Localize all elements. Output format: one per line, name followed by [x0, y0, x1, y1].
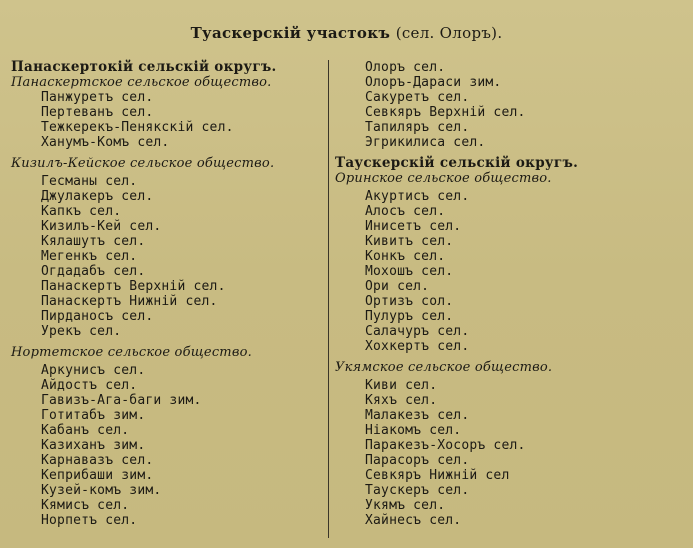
- society-heading: Панаскертское сельское общество.: [11, 75, 272, 90]
- village-entry: Олоръ-Дараси зим.: [365, 75, 502, 90]
- village-entry: Джулакеръ сел.: [41, 189, 154, 204]
- village-entry: Кивитъ сел.: [365, 234, 454, 249]
- column-divider: [328, 60, 329, 538]
- village-entry: Кизилъ-Кей сел.: [41, 219, 162, 234]
- village-entry: Паракезъ-Хосоръ сел.: [365, 438, 526, 453]
- right-column: [335, 60, 685, 528]
- village-entry: Ханумъ-Комъ сел.: [41, 135, 170, 150]
- village-entry: Панжуретъ сел.: [41, 90, 154, 105]
- society-heading: Кизилъ-Кейское сельское общество.: [11, 156, 275, 171]
- village-entry: Кеприбаши зим.: [41, 468, 154, 483]
- village-entry: Кяхъ сел.: [365, 393, 438, 408]
- village-entry: Сакуретъ сел.: [365, 90, 470, 105]
- village-entry: Мегенкъ сел.: [41, 249, 138, 264]
- village-entry: Эгрикилиса сел.: [365, 135, 486, 150]
- village-entry: Хохкертъ сел.: [365, 339, 470, 354]
- village-entry: Акуртисъ сел.: [365, 189, 470, 204]
- village-entry: Гавизъ-Ага-баги зим.: [41, 393, 202, 408]
- village-entry: Готитабъ зим.: [41, 408, 146, 423]
- village-entry: Мохошъ сел.: [365, 264, 454, 279]
- village-entry: Пертеванъ сел.: [41, 105, 154, 120]
- village-entry: Хайнесъ сел.: [365, 513, 462, 528]
- village-entry: Ніакомъ сел.: [365, 423, 462, 438]
- village-entry: Алосъ сел.: [365, 204, 446, 219]
- society-heading: Нортетское сельское общество.: [11, 345, 252, 360]
- village-entry: Пирданосъ сел.: [41, 309, 154, 324]
- village-entry: Парасоръ сел.: [365, 453, 470, 468]
- village-entry: Панаскертъ Нижній сел.: [41, 294, 218, 309]
- village-entry: Гесманы сел.: [41, 174, 138, 189]
- village-entry: Ори сел.: [365, 279, 430, 294]
- village-entry: Тежкерекъ-Пенякскій сел.: [41, 120, 234, 135]
- village-entry: Инисетъ сел.: [365, 219, 462, 234]
- village-entry: Олоръ сел.: [365, 60, 446, 75]
- village-entry: Кялашутъ сел.: [41, 234, 146, 249]
- village-entry: Капкъ сел.: [41, 204, 122, 219]
- village-entry: Аркунисъ сел.: [41, 363, 146, 378]
- village-entry: Кабанъ сел.: [41, 423, 130, 438]
- village-entry: Норпетъ сел.: [41, 513, 138, 528]
- village-entry: Севкяръ Нижній сел: [365, 468, 510, 483]
- village-entry: Севкяръ Верхній сел.: [365, 105, 526, 120]
- title-location: (сел. Олоръ).: [395, 24, 503, 42]
- village-entry: Кузей-комъ зим.: [41, 483, 162, 498]
- title-main: Туаскерскій участокъ: [190, 24, 391, 42]
- village-entry: Укямъ сел.: [365, 498, 446, 513]
- village-entry: Огдадабъ сел.: [41, 264, 146, 279]
- village-entry: Карнавазъ сел.: [41, 453, 154, 468]
- society-heading: Оринское сельское общество.: [335, 171, 552, 186]
- village-entry: Пулуръ сел.: [365, 309, 454, 324]
- okrug-heading: Таускерскій сельскій округъ.: [335, 155, 579, 171]
- village-entry: Киви сел.: [365, 378, 438, 393]
- village-entry: Ортизъ сол.: [365, 294, 454, 309]
- village-entry: Таускеръ сел.: [365, 483, 470, 498]
- village-entry: Казиханъ зим.: [41, 438, 146, 453]
- okrug-heading: Панаскертокій сельскій округъ.: [11, 59, 277, 75]
- village-entry: Тапиляръ сел.: [365, 120, 470, 135]
- village-entry: Салачуръ сел.: [365, 324, 470, 339]
- society-heading: Укямское сельское общество.: [335, 360, 553, 375]
- village-entry: Айдостъ сел.: [41, 378, 138, 393]
- left-column: [11, 60, 323, 528]
- village-entry: Малакезъ сел.: [365, 408, 470, 423]
- page-title: [0, 24, 693, 42]
- village-entry: Кямисъ сел.: [41, 498, 130, 513]
- village-entry: Панаскертъ Верхній сел.: [41, 279, 226, 294]
- village-entry: Урекъ сел.: [41, 324, 122, 339]
- village-entry: Конкъ сел.: [365, 249, 446, 264]
